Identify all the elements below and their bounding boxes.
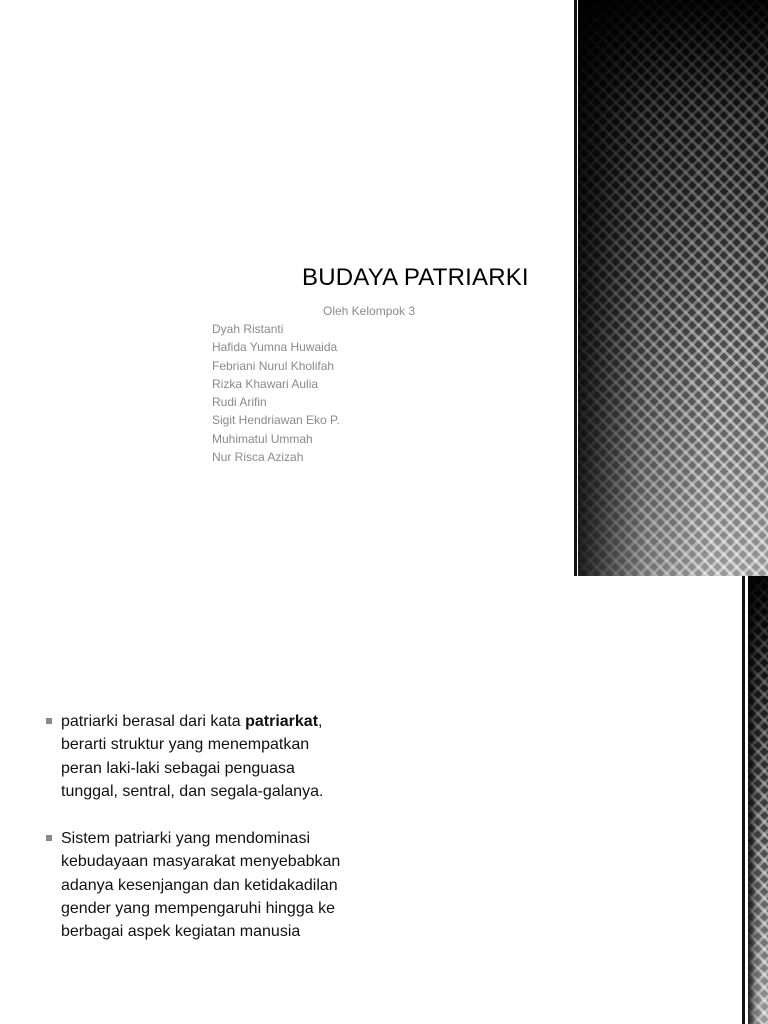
slide-subtitle: Oleh Kelompok 3	[323, 304, 416, 318]
bullet-item	[46, 827, 346, 943]
bullet-item	[46, 710, 346, 803]
member-name: Dyah Ristanti	[212, 322, 284, 336]
slide-title: BUDAYA PATRIARKI	[302, 264, 529, 291]
member-list	[212, 320, 340, 466]
member-name: Rudi Arifin	[212, 395, 267, 410]
square-bullet-icon	[46, 718, 52, 724]
slide-1-edge-line	[574, 0, 577, 576]
bullet-text: , berarti struktur yang menempatkan peran laki-laki sebagai penguasa tunggal, sentral, dan segala-galanya.	[61, 713, 324, 800]
member-name: Sigit Hendriawan Eko P.	[212, 413, 340, 428]
square-bullet-icon	[46, 835, 52, 841]
carbon-texture-panel	[578, 0, 768, 576]
member-name: Nur Risca Azizah	[212, 450, 304, 465]
bullet-text: Sistem patriarki yang mendominasi kebudayaan masyarakat menyebabkan adanya kesenjangan dan ketidakadilan gender yang mempengaruhi hingga ke berbagai aspek kegiatan manusia	[61, 830, 341, 941]
member-name: Muhimatul Ummah	[212, 431, 313, 446]
slide-2	[0, 576, 768, 1024]
carbon-texture-panel	[748, 576, 768, 1024]
slide-2-edge-line	[742, 576, 745, 1024]
member-name: Rizka Khawari Aulia	[212, 376, 319, 391]
bullet-bold-term: patriarkat	[245, 713, 319, 730]
bullet-text: patriarki berasal dari kata	[61, 713, 246, 730]
member-name: Hafida Yumna Huwaida	[212, 340, 338, 355]
member-name: Febriani Nurul Kholifah	[212, 358, 335, 373]
bullet-list	[46, 710, 346, 968]
